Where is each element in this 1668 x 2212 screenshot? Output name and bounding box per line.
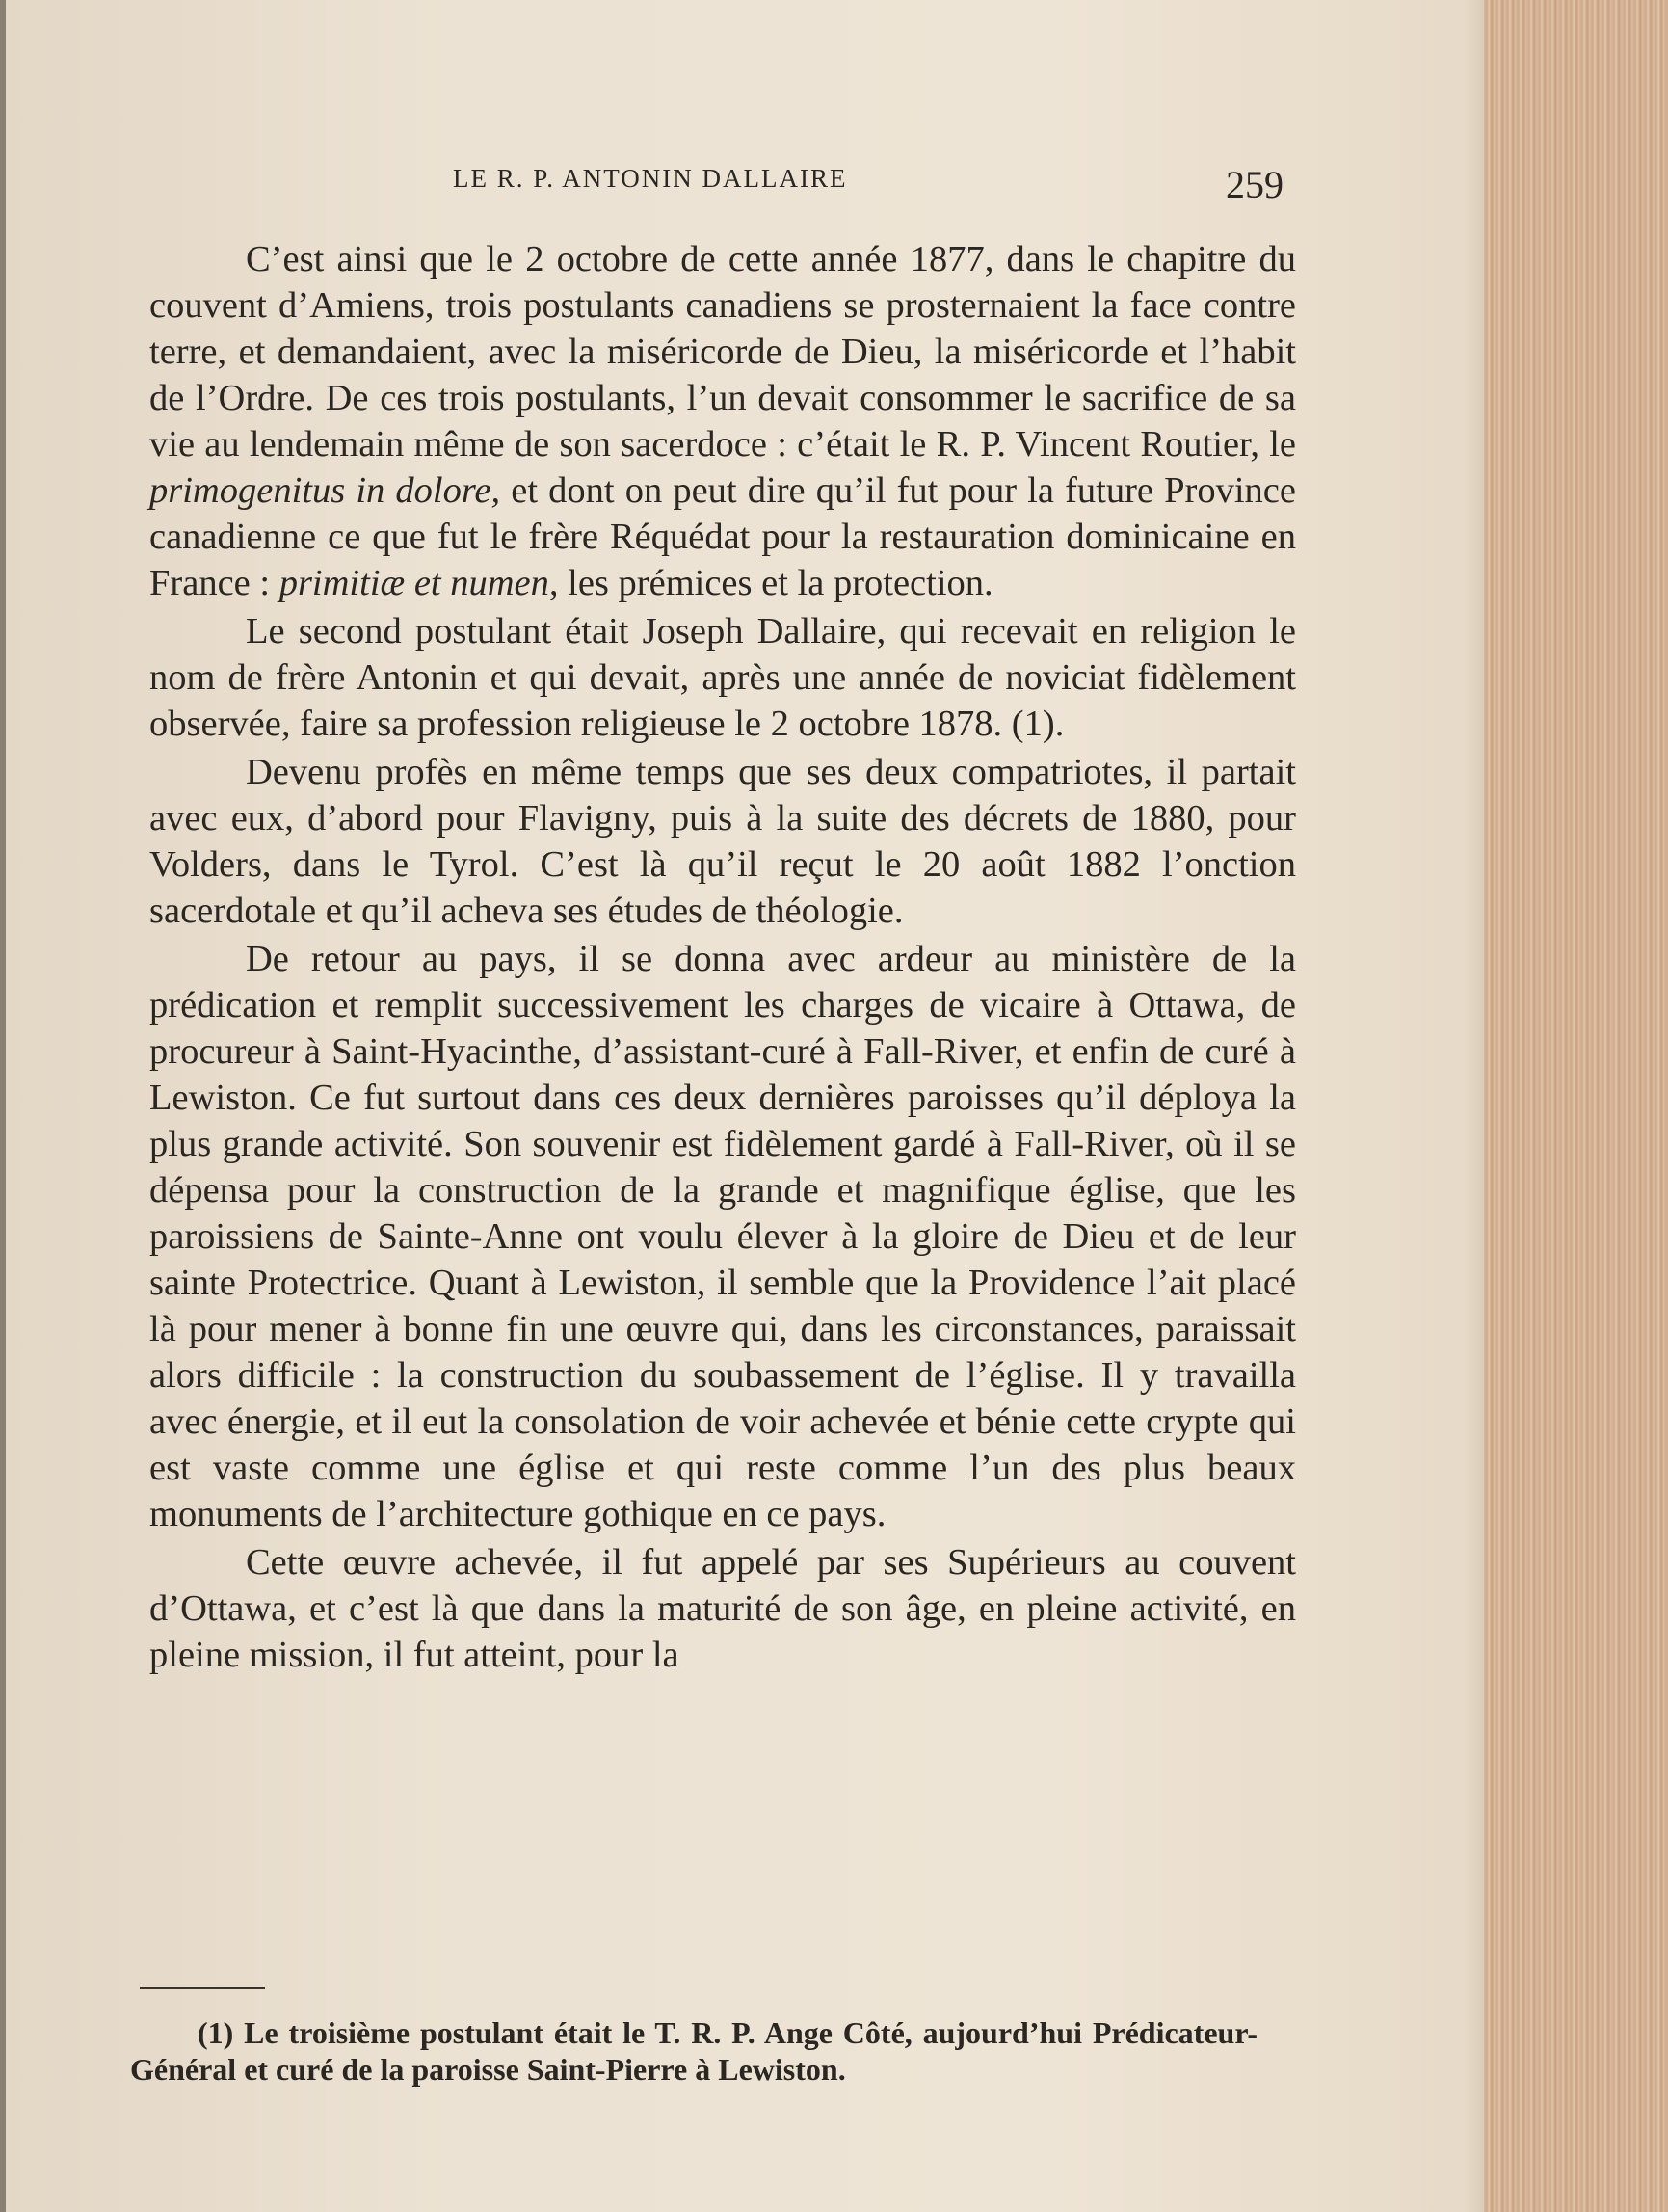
paragraph-3: Devenu profès en même temps que ses deux compatriotes, il partait avec eux, d’abord pour Flavigny, puis à la suite des décrets de 1880, pour Volders, dans le Tyrol. C’est là qu’il reçut le 20 août 1882 l’onction sacerdotale et qu’il acheva ses études de théologie. (149, 752, 1296, 931)
paragraph-2: Le second postulant était Joseph Dallaire, qui recevait en religion le nom de frère Antonin et qui devait, après une année de noviciat fidèlement observée, faire sa profession religieuse le 2 octobre 1878. (1). (149, 611, 1296, 744)
paragraph-1 (149, 236, 1296, 606)
paragraph-1-part-c: les prémices et la protection. (558, 563, 993, 603)
paragraph-1-italic-latin-1: primogenitus in dolore, (149, 470, 501, 511)
paragraph-5: Cette œuvre achevée, il fut appelé par ses Supérieurs au couvent d’Ottawa, et c’est là que dans la maturité de son âge, en pleine activité, en pleine mission, il fut atteint, pour la (149, 1542, 1296, 1675)
paragraph-1-part-b: et dont on peut dire qu’il fut pour la future Province canadienne ce que fut le frère Réquédat pour la restauration dominicaine en France : (149, 470, 1296, 603)
footnote-text: (1) Le troisième postulant était le T. R. P. Ange Côté, aujourd’hui Prédicateur-Général et curé de la paroisse Saint-Pierre à Lewiston. (130, 2015, 1258, 2087)
page-left-edge (0, 0, 6, 2212)
page-stack-edge (1484, 0, 1668, 2212)
paragraph-4: De retour au pays, il se donna avec ardeur au ministère de la prédication et remplit successivement les charges de vicaire à Ottawa, de procureur à Saint-Hyacinthe, d’assistant-curé à Fall-River, et enfin de curé à Lewiston. Ce fut surtout dans ces deux dernières paroisses qu’il déploya la plus grande activité. Son souvenir est fidèlement gardé à Fall-River, où il se dépensa pour la construction de la grande et magnifique église, que les paroissiens de Sainte-Anne ont voulu élever à la gloire de Dieu et de leur sainte Protectrice. Quant à Lewiston, il semble que la Providence l’ait placé là pour mener à bonne fin une œuvre qui, dans les circonstances, paraissait alors difficile : la construction du soubassement de l’église. Il y travailla avec énergie, et il eut la consolation de voir achevée et bénie cette crypte qui est vaste comme une église et qui reste comme l’un des plus beaux monuments de l’architecture gothique en ce pays. (149, 939, 1296, 1534)
paragraph-1-italic-latin-2: primitiæ et numen, (278, 563, 559, 603)
paragraph-1-part-a: C’est ainsi que le 2 octobre de cette année 1877, dans le chapitre du couvent d’Amiens, trois postulants canadiens se prosternaient la face contre terre, et demandaient, avec la miséricorde de Dieu, la miséricorde et l’habit de l’Ordre. De ces trois postulants, l’un devait consommer le sacrifice de sa vie au lendemain même de son sacerdoce : c’était le R. P. Vincent Routier, le (149, 239, 1296, 465)
footnote-rule (140, 1987, 265, 1989)
body-text (149, 236, 1296, 1680)
page-number: 259 (1226, 163, 1284, 206)
footnote (130, 2014, 1258, 2088)
running-title: LE R. P. ANTONIN DALLAIRE (453, 164, 848, 193)
